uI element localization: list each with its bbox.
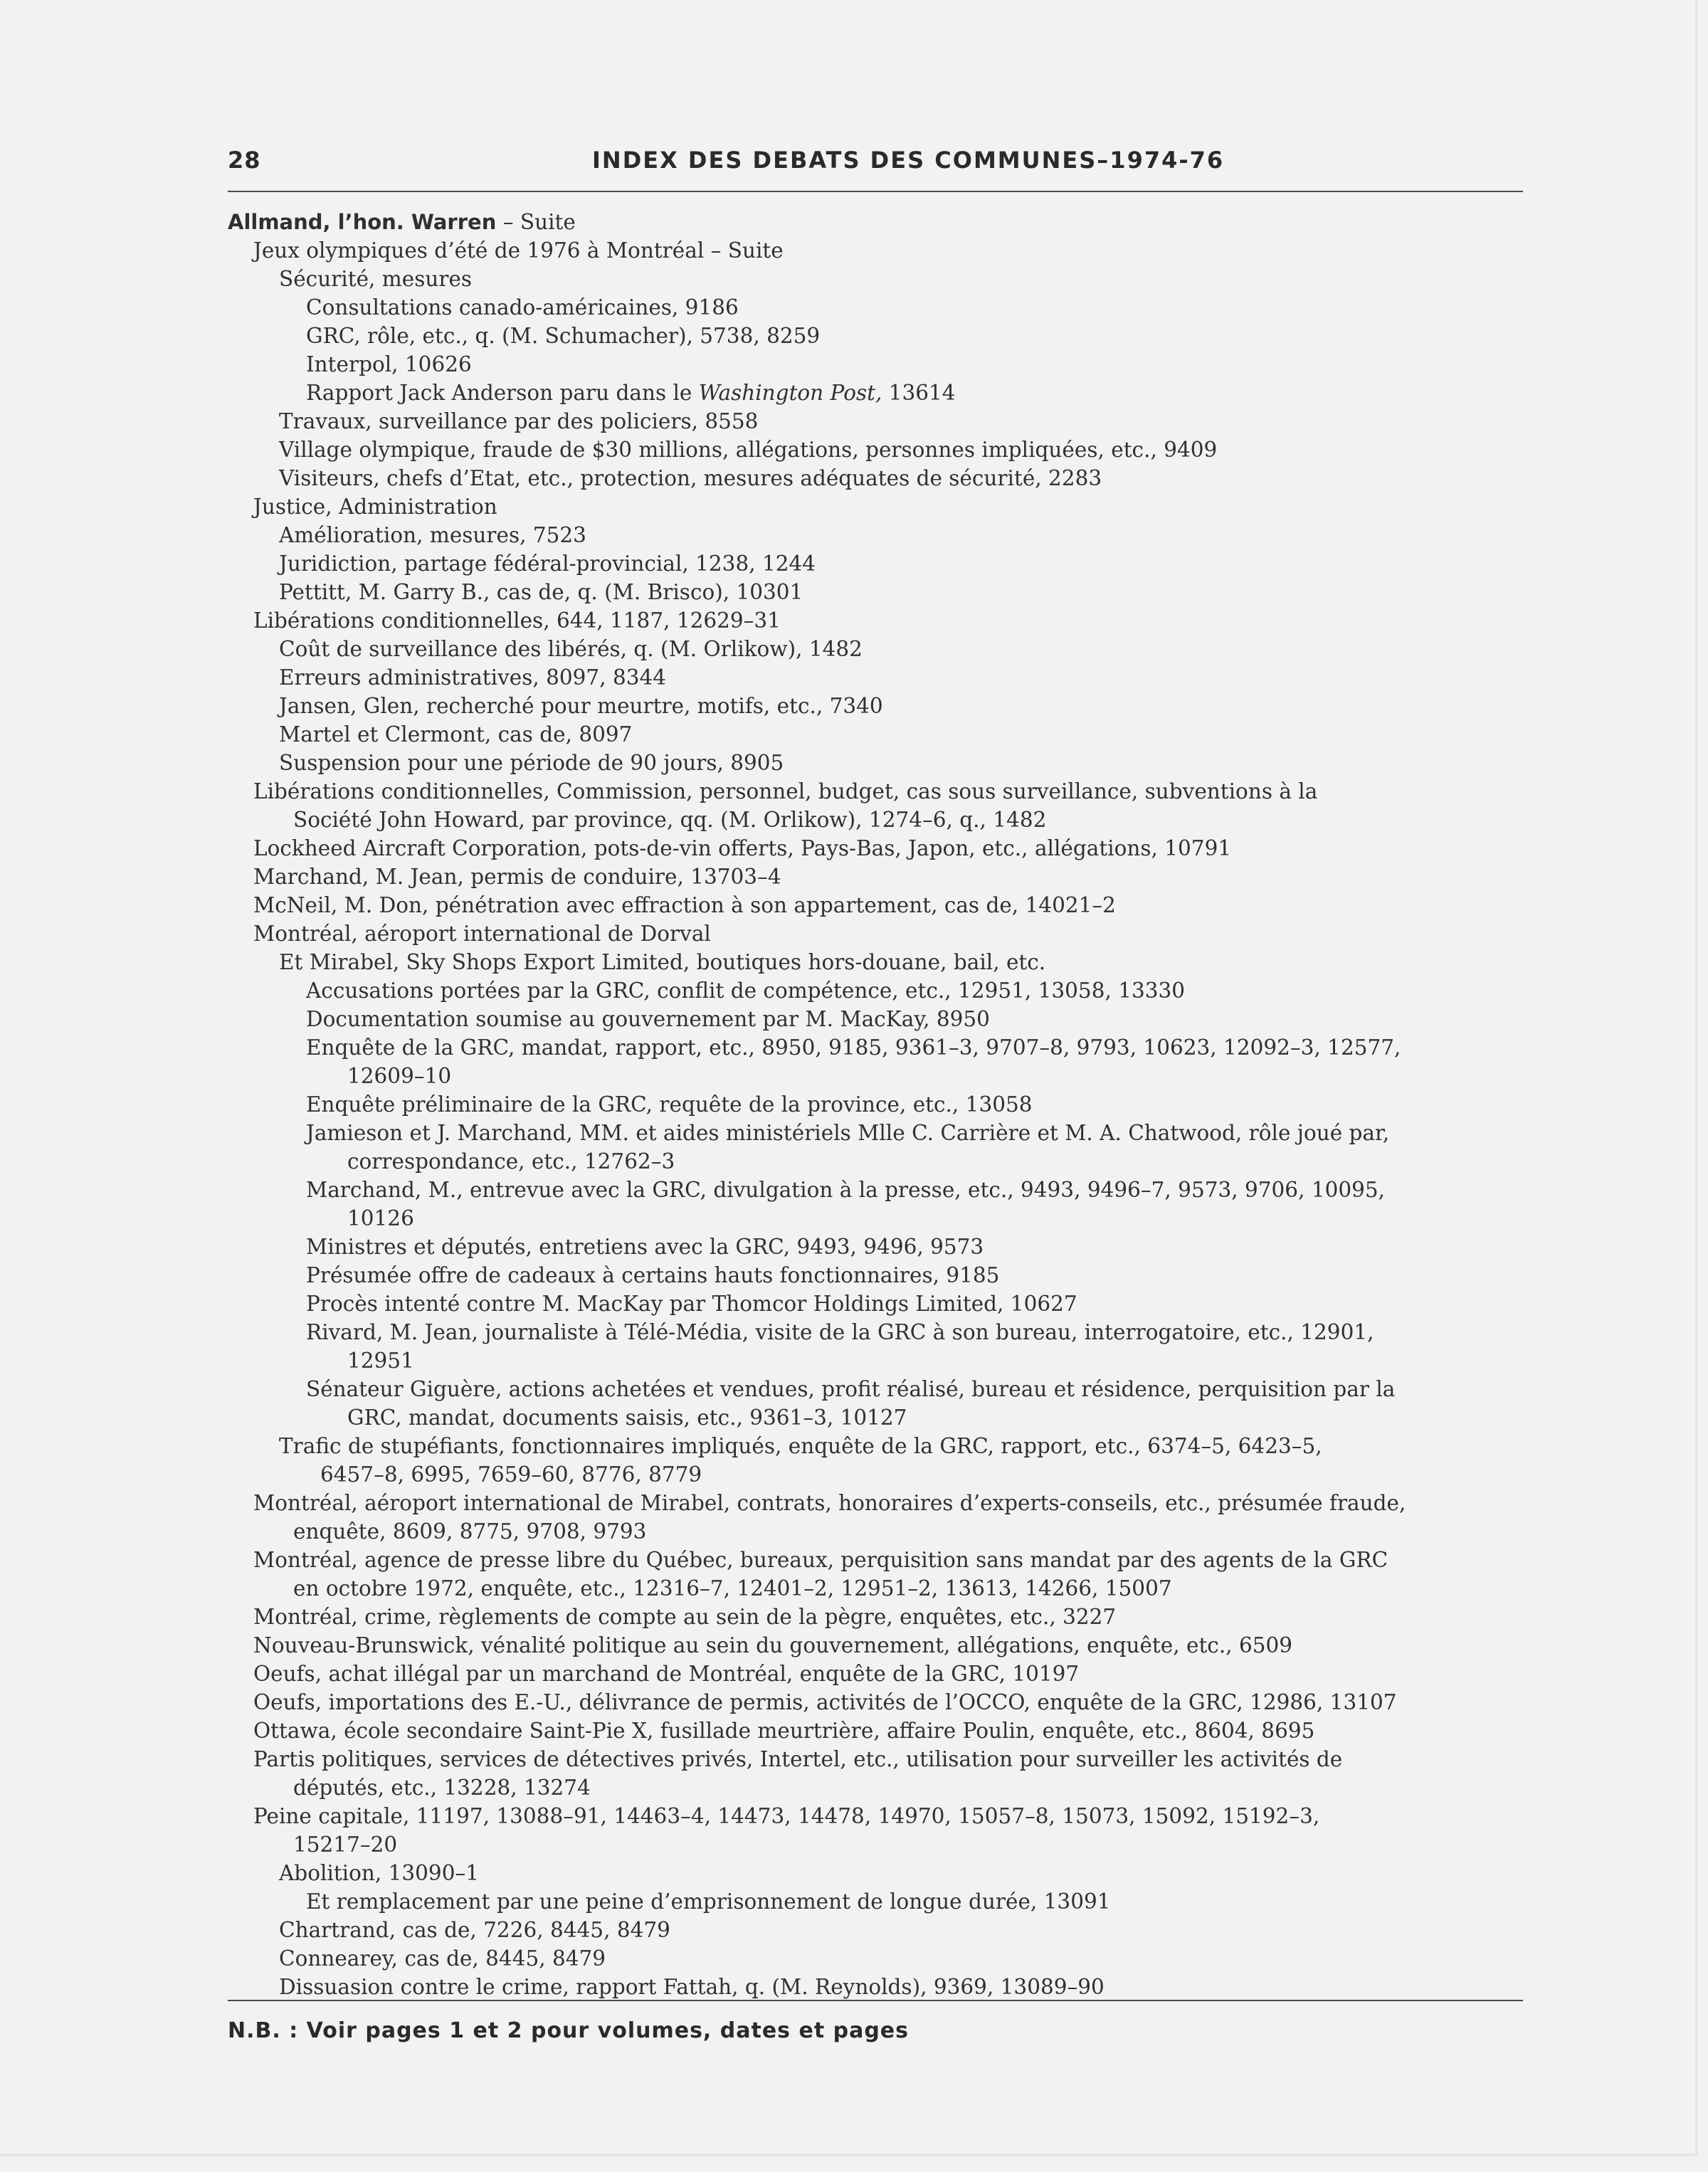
entry-text: 12609–10 xyxy=(347,1064,452,1088)
entry-text: en octobre 1972, enquête, etc., 12316–7, 12401–2, 12951–2, 13613, 14266, 15007 xyxy=(293,1576,1172,1601)
entry-text: GRC, mandat, documents saisis, etc., 9361–3, 10127 xyxy=(347,1406,907,1430)
index-entry-line xyxy=(228,350,1537,379)
entry-text: Accusations portées par la GRC, conflit de compétence, etc., 12951, 13058, 13330 xyxy=(306,979,1186,1003)
entry-text: McNeil, M. Don, pénétration avec effraction à son appartement, cas de, 14021–2 xyxy=(253,893,1116,917)
index-entry-line xyxy=(228,1204,1537,1233)
page-header xyxy=(228,147,1523,186)
index-entry-line xyxy=(228,976,1537,1005)
index-entries xyxy=(228,208,1537,2001)
index-entry-line xyxy=(228,549,1537,578)
entry-text: Coût de surveillance des libérés, q. (M. Orlikow), 1482 xyxy=(279,637,863,661)
index-entry-line xyxy=(228,1717,1537,1745)
index-entry-line xyxy=(228,1973,1537,2001)
index-entry-line xyxy=(228,1090,1537,1119)
entry-text: Chartrand, cas de, 7226, 8445, 8479 xyxy=(279,1918,670,1942)
index-entry-line xyxy=(228,1859,1537,1887)
index-entry-line xyxy=(228,663,1537,692)
entry-text: 15217–20 xyxy=(293,1833,398,1857)
footer-rule xyxy=(228,2000,1523,2001)
index-entry-line xyxy=(228,1460,1537,1489)
index-entry-line xyxy=(228,1887,1537,1916)
index-entry-line xyxy=(228,891,1537,919)
entry-text: Suspension pour une période de 90 jours, 8905 xyxy=(279,751,784,775)
index-entry-line xyxy=(228,379,1537,407)
index-entry-line xyxy=(228,1233,1537,1261)
entry-text: députés, etc., 13228, 13274 xyxy=(293,1776,591,1800)
entry-text: Peine capitale, 11197, 13088–91, 14463–4, 14473, 14478, 14970, 15057–8, 15073, 15092, 15192–3, xyxy=(253,1804,1320,1828)
entry-text: Montréal, agence de presse libre du Québec, bureaux, perquisition sans mandat par des agents de la GRC xyxy=(253,1548,1388,1572)
index-entry-line xyxy=(228,834,1537,863)
index-entry-line xyxy=(228,407,1537,436)
entry-text: Oeufs, achat illégal par un marchand de Montréal, enquête de la GRC, 10197 xyxy=(253,1662,1080,1686)
index-entry-line xyxy=(228,606,1537,635)
index-entry-line xyxy=(228,1062,1537,1090)
index-entry-line xyxy=(228,692,1537,720)
index-entry-line xyxy=(228,293,1537,322)
entry-text: 12951 xyxy=(347,1349,414,1373)
entry-text: Visiteurs, chefs d’Etat, etc., protection, mesures adéquates de sécurité, 2283 xyxy=(279,466,1102,490)
entry-text: Ottawa, école secondaire Saint-Pie X, fusillade meurtrière, affaire Poulin, enquête, etc., 8604, 8695 xyxy=(253,1719,1315,1743)
index-entry-line xyxy=(228,720,1537,749)
header-rule xyxy=(228,191,1523,192)
index-entry-line xyxy=(228,863,1537,891)
entry-text: Abolition, 13090–1 xyxy=(279,1861,479,1885)
index-entry-line xyxy=(228,322,1537,350)
entry-text: Rapport Jack Anderson paru dans le xyxy=(306,381,699,405)
index-entry-line xyxy=(228,948,1537,976)
entry-text: Erreurs administratives, 8097, 8344 xyxy=(279,665,667,690)
entry-text: Jeux olympiques d’été de 1976 à Montréal – Suite xyxy=(253,238,784,263)
index-entry-line xyxy=(228,1944,1537,1973)
running-title: INDEX DES DEBATS DES COMMUNES–1974-76 xyxy=(592,147,1225,174)
entry-italic-title: Washington Post, xyxy=(698,381,882,405)
index-entry-line xyxy=(228,1290,1537,1318)
entry-text: Village olympique, fraude de $30 millions, allégations, personnes impliquées, etc., 9409 xyxy=(279,438,1218,462)
entry-text: Justice, Administration xyxy=(253,495,497,519)
index-entry-line xyxy=(228,1603,1537,1631)
entry-text: Travaux, surveillance par des policiers, 8558 xyxy=(279,409,759,433)
heading-suite: – Suite xyxy=(496,210,576,234)
index-entry-line xyxy=(228,806,1537,834)
entry-text: Sénateur Giguère, actions achetées et vendues, profit réalisé, bureau et résidence, perquisition par la xyxy=(306,1377,1396,1401)
index-entry-line xyxy=(228,1802,1537,1830)
index-entry-line xyxy=(228,1176,1537,1204)
index-entry-line xyxy=(228,1489,1537,1517)
index-entry-line xyxy=(228,919,1537,948)
entry-text: Connearey, cas de, 8445, 8479 xyxy=(279,1946,606,1971)
entry-text: Juridiction, partage fédéral-provincial, 1238, 1244 xyxy=(279,552,816,576)
index-entry-line xyxy=(228,1375,1537,1403)
entry-text: Pettitt, M. Garry B., cas de, q. (M. Brisco), 10301 xyxy=(279,580,803,604)
entry-text: Interpol, 10626 xyxy=(306,352,472,376)
entry-text: Dissuasion contre le crime, rapport Fattah, q. (M. Reynolds), 9369, 13089–90 xyxy=(279,1975,1105,1999)
entry-text: Enquête de la GRC, mandat, rapport, etc., 8950, 9185, 9361–3, 9707–8, 9793, 10623, 12092–3, 12577, xyxy=(306,1035,1401,1060)
index-entry-line xyxy=(228,1346,1537,1375)
entry-text: 6457–8, 6995, 7659–60, 8776, 8779 xyxy=(320,1462,702,1487)
index-entry-line xyxy=(228,1574,1537,1603)
entry-text: Libérations conditionnelles, Commission, personnel, budget, cas sous surveillance, subventions à la xyxy=(253,779,1318,803)
entry-text: Marchand, M., entrevue avec la GRC, divulgation à la presse, etc., 9493, 9496–7, 9573, 9706, 10095, xyxy=(306,1178,1386,1202)
index-entry-line xyxy=(228,1688,1537,1717)
entry-text: Partis politiques, services de détectives privés, Intertel, etc., utilisation pour surveiller les activités de xyxy=(253,1747,1343,1771)
index-heading xyxy=(228,208,1537,236)
entry-text: Lockheed Aircraft Corporation, pots-de-vin offerts, Pays-Bas, Japon, etc., allégations, 10791 xyxy=(253,836,1232,860)
index-entry-line xyxy=(228,265,1537,293)
index-entry-line xyxy=(228,1033,1537,1062)
index-entry-line xyxy=(228,1261,1537,1290)
entry-text: Procès intenté contre M. MacKay par Thomcor Holdings Limited, 10627 xyxy=(306,1292,1077,1316)
entry-text: Nouveau-Brunswick, vénalité politique au sein du gouvernement, allégations, enquête, etc., 6509 xyxy=(253,1633,1293,1657)
index-entry-line xyxy=(228,1830,1537,1859)
index-entry-line xyxy=(228,1517,1537,1546)
index-entry-line xyxy=(228,578,1537,606)
index-entry-line xyxy=(228,1318,1537,1346)
index-entry-line xyxy=(228,1147,1537,1176)
index-entry-line xyxy=(228,1660,1537,1688)
entry-text: Jansen, Glen, recherché pour meurtre, motifs, etc., 7340 xyxy=(279,694,883,718)
entry-text: 10126 xyxy=(347,1206,414,1230)
index-entry-line xyxy=(228,464,1537,492)
entry-text: Montréal, aéroport international de Mirabel, contrats, honoraires d’experts-conseils, etc., présumée fraude, xyxy=(253,1491,1406,1515)
entry-text: Et remplacement par une peine d’emprisonnement de longue durée, 13091 xyxy=(306,1889,1111,1914)
index-entry-line xyxy=(228,1119,1537,1147)
index-entry-line xyxy=(228,521,1537,549)
entry-text: Oeufs, importations des E.-U., délivrance de permis, activités de l’OCCO, enquête de la GRC, 12986, 13107 xyxy=(253,1690,1397,1714)
index-entry-line xyxy=(228,436,1537,464)
entry-text: Martel et Clermont, cas de, 8097 xyxy=(279,722,633,747)
entry-text: Amélioration, mesures, 7523 xyxy=(279,523,586,547)
entry-text: Et Mirabel, Sky Shops Export Limited, boutiques hors-douane, bail, etc. xyxy=(279,950,1046,974)
entry-text-after: 13614 xyxy=(882,381,956,405)
index-entry-line xyxy=(228,1546,1537,1574)
footer-note: N.B. : Voir pages 1 et 2 pour volumes, dates et pages xyxy=(228,2018,909,2043)
entry-text: Montréal, crime, règlements de compte au sein de la pègre, enquêtes, etc., 3227 xyxy=(253,1605,1117,1629)
heading-name: Allmand, l’hon. Warren xyxy=(228,210,497,234)
entry-text: correspondance, etc., 12762–3 xyxy=(347,1149,675,1174)
index-entry-line xyxy=(228,1403,1537,1432)
entry-text: Trafic de stupéfiants, fonctionnaires impliqués, enquête de la GRC, rapport, etc., 6374–5, 6423–5, xyxy=(279,1434,1322,1458)
entry-text: Consultations canado-américaines, 9186 xyxy=(306,295,739,320)
entry-text: Ministres et députés, entretiens avec la GRC, 9493, 9496, 9573 xyxy=(306,1235,984,1259)
entry-text: Marchand, M. Jean, permis de conduire, 13703–4 xyxy=(253,865,781,889)
index-entry-line xyxy=(228,1432,1537,1460)
entry-text: Documentation soumise au gouvernement par M. MacKay, 8950 xyxy=(306,1007,990,1031)
entry-text: enquête, 8609, 8775, 9708, 9793 xyxy=(293,1519,647,1544)
index-entry-line xyxy=(228,1005,1537,1033)
entry-text: Rivard, M. Jean, journaliste à Télé-Média, visite de la GRC à son bureau, interrogatoire, etc., 12901, xyxy=(306,1320,1374,1344)
page-number: 28 xyxy=(228,147,261,174)
index-entry-line xyxy=(228,236,1537,265)
index-entry-line xyxy=(228,635,1537,663)
index-entry-line xyxy=(228,492,1537,521)
index-entry-line xyxy=(228,1773,1537,1802)
entry-text: Société John Howard, par province, qq. (M. Orlikow), 1274–6, q., 1482 xyxy=(293,808,1047,832)
entry-text: Présumée offre de cadeaux à certains hauts fonctionnaires, 9185 xyxy=(306,1263,1000,1287)
entry-text: GRC, rôle, etc., q. (M. Schumacher), 5738, 8259 xyxy=(306,324,821,348)
entry-text: Sécurité, mesures xyxy=(279,267,473,291)
index-entry-line xyxy=(228,1745,1537,1773)
index-entry-line xyxy=(228,749,1537,777)
index-entry-line xyxy=(228,777,1537,806)
index-entry-line xyxy=(228,1916,1537,1944)
index-entry-line xyxy=(228,1631,1537,1660)
entry-text: Enquête préliminaire de la GRC, requête de la province, etc., 13058 xyxy=(306,1092,1033,1117)
entry-text: Jamieson et J. Marchand, MM. et aides ministériels Mlle C. Carrière et M. A. Chatwood, rôle joué par, xyxy=(306,1121,1390,1145)
entry-text: Libérations conditionnelles, 644, 1187, 12629–31 xyxy=(253,608,781,633)
entry-text: Montréal, aéroport international de Dorval xyxy=(253,922,711,946)
